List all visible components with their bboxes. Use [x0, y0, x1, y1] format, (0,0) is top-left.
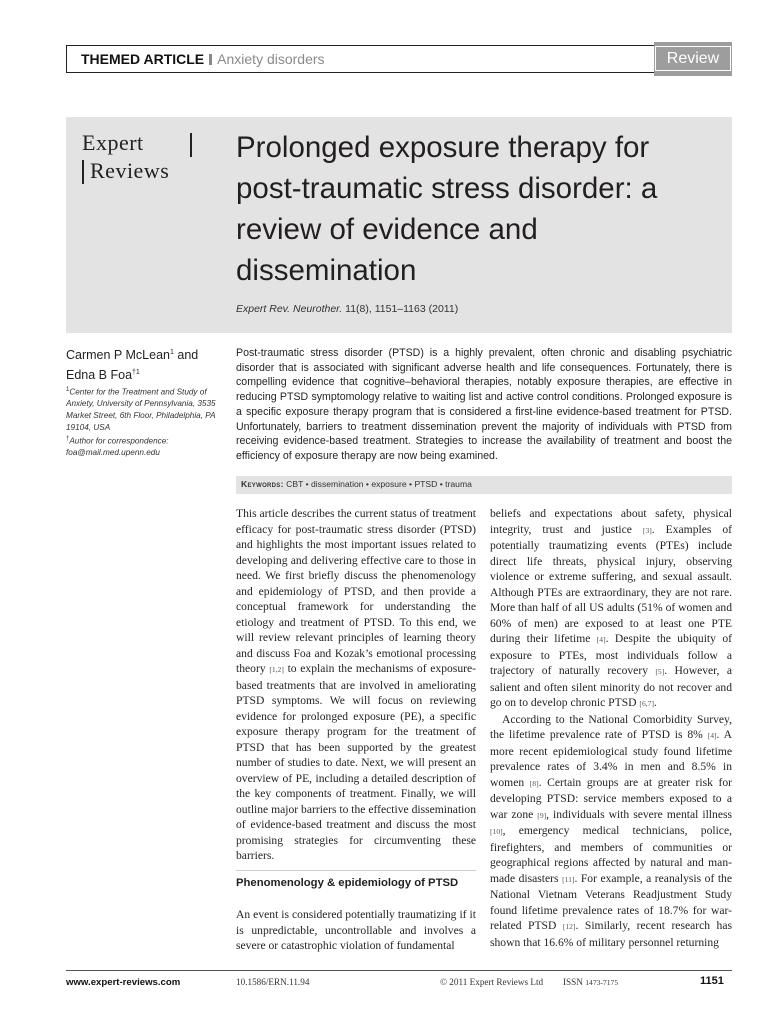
- body-paragraph: [490, 712, 732, 951]
- body-text: . Despite the ubiquity of exposure to PTEs, most individuals follow a trajectory of naturally recovery: [490, 632, 732, 677]
- body-text: , emergency medical technicians, police, firefighters, and members of communities or geographical regions affected by natural and man-made disasters: [490, 824, 732, 885]
- heading-rule: [236, 870, 476, 871]
- author-1-mark: 1: [170, 349, 174, 356]
- page-number: 1151: [700, 975, 724, 987]
- citation-ref[interactable]: [11]: [562, 874, 575, 884]
- citation-ref[interactable]: [4]: [596, 635, 606, 644]
- copyright: © 2011 Expert Reviews Ltd: [440, 977, 544, 987]
- body-text: .: [653, 696, 657, 709]
- topic-label: Anxiety disorders: [217, 51, 325, 67]
- citation-details: 11(8), 1151–1163 (2011): [345, 303, 459, 315]
- issn: [563, 977, 618, 987]
- citation-ref[interactable]: [10]: [490, 827, 503, 836]
- author-joiner: and: [173, 348, 199, 363]
- keywords-label: Keywords:: [241, 479, 284, 489]
- body-column-1-continued: [236, 907, 476, 954]
- citation-ref[interactable]: [3]: [642, 525, 652, 535]
- body-text: , individuals with severe mental illness: [546, 807, 732, 821]
- journal-name: Expert Rev. Neurother.: [236, 303, 343, 315]
- affiliation-text: Center for the Treatment and Study of Anxiety, University of Pennsylvania, 3535 Market Street, 6th Floor, Philadelphia, PA 19104, USA: [66, 387, 216, 432]
- abstract: Post-traumatic stress disorder (PTSD) is a highly prevalent, often chronic and disabling psychiatric disorder that is associated with significant adverse health and life consequences. Fortunately, there is compelling evidence that cognitive–behavioral therapies, notably exposure therapies, are effective in reducing PTSD symptomology relative to waiting list and active control conditions. Prolonged exposure is a specific exposure therapy program that is considered a first-line evidence-based treatment for PTSD. Unfortunately, barriers to treatment dissemination prevent the majority of individuals with PTSD from receiving evidence-based treatment. Strategies to increase the availability of treatment and boost the efficiency of exposure therapy are now being examined.: [236, 347, 732, 462]
- affiliation: [66, 385, 226, 459]
- body-text: . Examples of potentially traumatizing events (PTEs) include direct life threats, physical injury, observing violence or extreme suffering, and sexual assault. Although PTEs are extraordinary, they are not rare. More than half of all US adults (51% of women and 60% of men) are exposed to at least one PTE during their lifetime: [490, 522, 732, 645]
- body-text: . Certain groups are at greater risk for developing PTSD: service members exposed to a war zone: [490, 775, 732, 821]
- issn-number: 1473-7175: [585, 978, 619, 987]
- affiliation-mark-2: †: [66, 435, 70, 442]
- citation-ref[interactable]: [9]: [537, 810, 547, 820]
- logo-line-2: Reviews: [90, 158, 170, 183]
- author-2: Edna B Foa: [66, 368, 133, 383]
- citation-ref[interactable]: [1,2]: [269, 665, 284, 674]
- logo-line-1: Expert: [82, 130, 144, 155]
- citation-ref[interactable]: [4]: [707, 731, 717, 740]
- doi: 10.1586/ERN.11.94: [236, 977, 310, 987]
- issn-label: ISSN: [563, 977, 583, 987]
- keywords: [241, 479, 472, 489]
- body-text: . Similarly, recent research has shown that 16.6% of military personnel returning: [490, 919, 732, 949]
- body-text: to explain the mechanisms of exposure-based treatments that are involved in ameliorating PTSD symptoms. We will focus on reviewing evidence for prolonged exposure (PE), a specific exposure therapy program for the treatment of PTSD that has been supported by the greatest number of studies to date. Next, we will present an overview of PE, including a detailed description of the key components of treatment. Finally, we will outline major barriers to the effective dissemination of evidence-based treatment and discuss the most promising strategies for circumventing these barriers.: [236, 662, 476, 862]
- expert-reviews-logo: [80, 130, 196, 186]
- citation-ref[interactable]: [12]: [562, 922, 576, 931]
- author-2-mark: †1: [132, 369, 140, 377]
- logo-bar-2: [82, 160, 84, 184]
- author-email[interactable]: foa@mail.med.upenn.edu: [66, 447, 160, 457]
- citation: [236, 303, 458, 315]
- section-heading: Phenomenology & epidemiology of PTSD: [236, 877, 459, 889]
- citation-ref[interactable]: [8]: [529, 778, 539, 788]
- body-text: . For example, a reanalysis of the National Vietnam Veterans Readjustment Study found lifetime prevalence rates of 18.7% for war-related PTSD: [490, 871, 732, 932]
- correspondence-label: Author for correspondence:: [69, 436, 169, 446]
- body-text: . A more recent epidemiological study found lifetime prevalence rates of 3.4% in men and 8.5% in women: [490, 728, 733, 789]
- body-paragraph: [490, 506, 732, 712]
- affiliation-mark-1: 1: [66, 387, 70, 393]
- footer-rule: [66, 970, 732, 971]
- citation-ref[interactable]: [6,7]: [639, 699, 654, 708]
- body-text: According to the National Comorbidity Survey, the lifetime prevalence rate of PTSD is 8%: [490, 712, 732, 741]
- header-section: [81, 50, 325, 68]
- section-label: THEMED ARTICLE: [81, 51, 205, 67]
- logo-bar-1: [190, 133, 192, 157]
- body-paragraph: An event is considered potentially traumatizing if it is unpredictable, uncontrollable and involves a severe or catastrophic violation of fundamental: [236, 908, 476, 952]
- keywords-list: CBT • dissemination • exposure • PTSD • trauma: [286, 479, 472, 489]
- authors: [66, 344, 226, 384]
- citation-ref[interactable]: [5]: [655, 667, 665, 676]
- header-separator: [209, 54, 212, 65]
- body-text: . However, a salient and often silent minority do not recover and go on to develop chronic PTSD: [490, 664, 732, 709]
- website-link[interactable]: www.expert-reviews.com: [66, 977, 181, 988]
- body-text: beliefs and expectations about safety, physical integrity, trust and justice: [490, 507, 732, 536]
- body-column-2: [490, 506, 732, 950]
- body-paragraph: [236, 506, 476, 864]
- body-column-1: [236, 506, 476, 864]
- review-label: Review: [655, 46, 731, 71]
- article-title: Prolonged exposure therapy for post-traumatic stress disorder: a review of evidence and dissemination: [236, 131, 658, 287]
- body-text: This article describes the current status of treatment efficacy for post-traumatic stress disorder (PTSD) and highlights the most important issues related to developing and delivering effective care to those in need. We first briefly discuss the phenomenology and epidemiology of PTSD, and then provide a conceptual framework for understanding the etiology and treatment of PTSD. To this end, we will review relevant principles of learning theory and discuss Foa and Kozak’s emotional processing theory: [236, 507, 476, 675]
- author-1: Carmen P McLean: [66, 348, 170, 363]
